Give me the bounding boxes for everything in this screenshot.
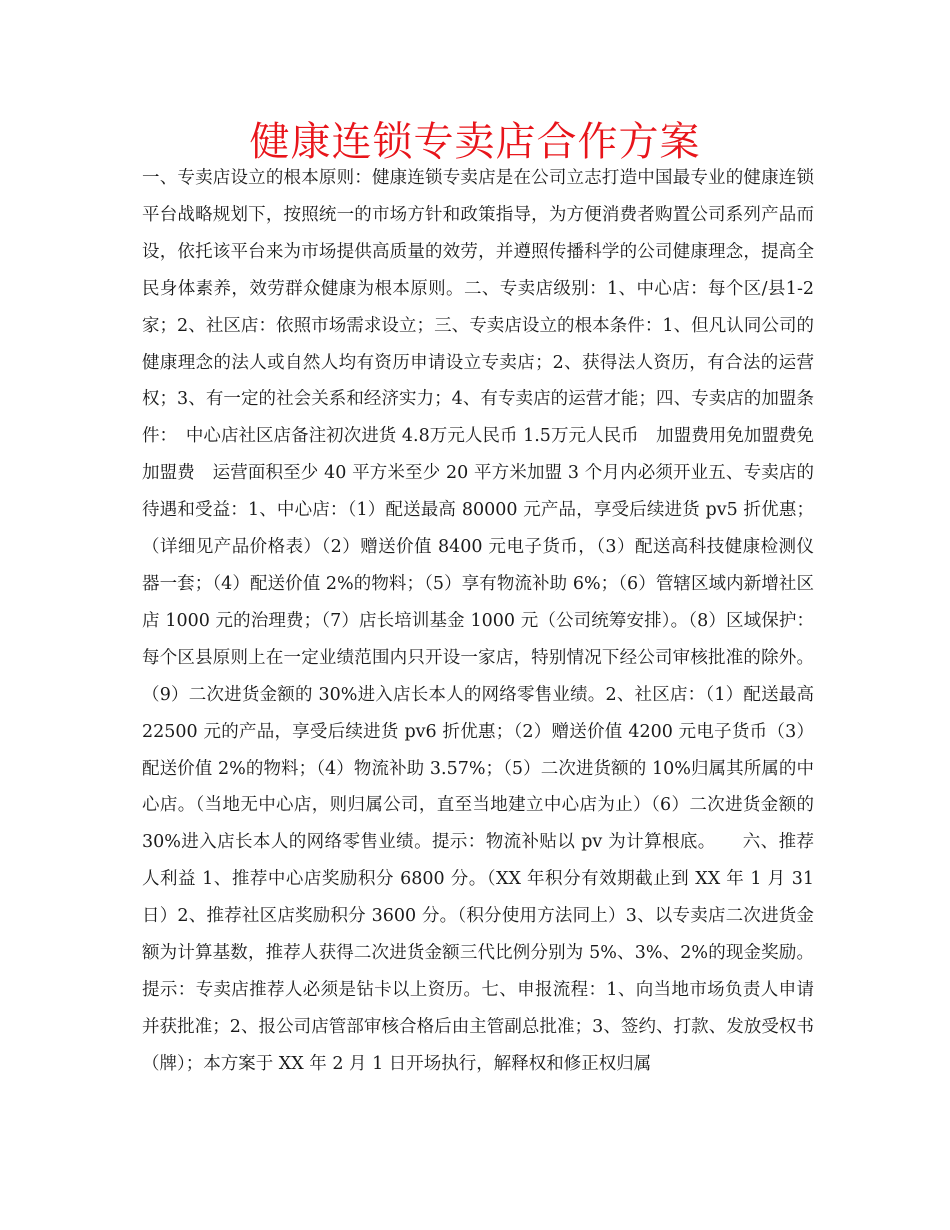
document-title: 健康连锁专卖店合作方案: [249, 119, 701, 165]
document-body-text: 一、专卖店设立的根本原则：健康连锁专卖店是在公司立志打造中国最专业的健康连锁平台战略规划下，按照统一的市场方针和政策指导，为方便消费者购置公司系列产品而设，依托该平台来为市场提供高质量的效劳，并遵照传播科学的公司健康理念，提高全民身体素养，效劳群众健康为根本原则。二、专卖店级别：1、中心店：每个区/县1-2家；2、社区店：依照市场需求设立；三、专卖店设立的根本条件：1、但凡认同公司的健康理念的法人或自然人均有资历申请设立专卖店；2、获得法人资历，有合法的运营权；3、有一定的社会关系和经济实力；4、有专卖店的运营才能；四、专卖店的加盟条件： 中心店社区店备注初次进货 4.8万元人民币 1.5万元人民币 加盟费用免加盟费免加盟费 运营面积至少 40 平方米至少 20 平方米加盟 3 个月内必须开业五、专卖店的待遇和受益：1、中心店：（1）配送最高 80000 元产品，享受后续进货 pv5 折优惠；（详细见产品价格表）（2）赠送价值 8400 元电子货币，（3）配送高科技健康检测仪器一套；（4）配送价值 2%的物料；（5）享有物流补助 6%；（6）管辖区域内新增社区店 1000 元的治理费；（7）店长培训基金 1000 元（公司统筹安排）。（8）区域保护：每个区县原则上在一定业绩范围内只开设一家店，特别情况下经公司审核批准的除外。（9）二次进货金额的 30%进入店长本人的网络零售业绩。2、社区店：（1）配送最高 22500 元的产品，享受后续进货 pv6 折优惠；（2）赠送价值 4200 元电子货币（3）配送价值 2%的物料；（4）物流补助 3.57%；（5）二次进货额的 10%归属其所属的中心店。（当地无中心店，则归属公司，直至当地建立中心店为止）（6）二次进货金额的 30%进入店长本人的网络零售业绩。提示：物流补贴以 pv 为计算根底。 六、推荐人利益 1、推荐中心店奖励积分 6800 分。（XX 年积分有效期截止到 XX 年 1 月 31 日）2、推荐社区店奖励积分 3600 分。（积分使用方法同上）3、以专卖店二次进货金额为计算基数，推荐人获得二次进货金额三代比例分别为 5%、3%、2%的现金奖励。提示：专卖店推荐人必须是钻卡以上资历。七、申报流程：1、向当地市场负责人申请并获批准；2、报公司店管部审核合格后由主管副总批准；3、签约、打款、发放受权书（牌）；本方案于 XX 年 2 月 1 日开场执行，解释权和修正权归属: [142, 168, 814, 1074]
